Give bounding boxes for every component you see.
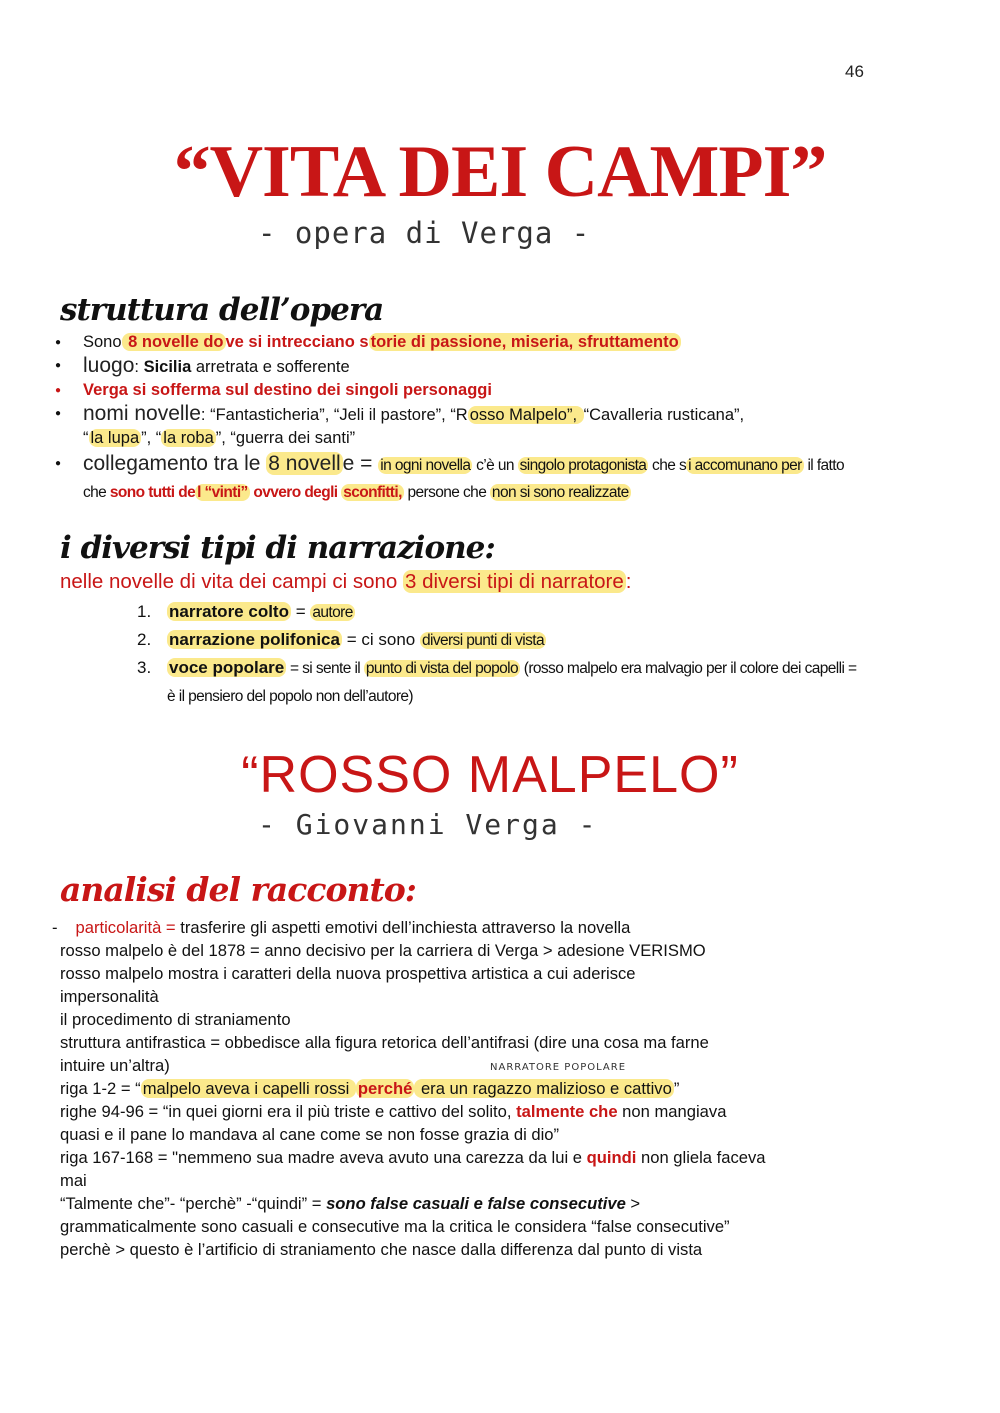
section-title: “ROSSO MALPELO”	[241, 746, 739, 804]
narratore-list	[137, 598, 937, 710]
list-item: ● collegamento tra le 8 novelle = in ogni novella c’è un singolo protagonista che s i accomunano per il fatto che sono tutti de l “vinti” ovvero degli sconfitti, persone che non si sono realizzate	[55, 450, 955, 506]
list-item: ● Sono 8 novelle do ve si intrecciano s torie di passione, miseria, sfruttamento	[55, 331, 955, 354]
text-line: quasi e il pane lo mandava al cane come se non fosse grazia di dio”	[60, 1125, 560, 1144]
text-line: rosso malpelo mostra i caratteri della nuova prospettiva artistica a cui aderisce	[60, 964, 636, 983]
struttura-heading: struttura dell’opera	[60, 292, 384, 328]
list-item: ● nomi novelle: “Fantasticheria”, “Jeli il pastore”, “R osso Malpelo”, “Cavalleria rusticana”, “ la lupa ”, “ la roba ”, “guerra dei santi”	[55, 402, 955, 450]
text-line: “Talmente che”- “perchè” -“quindi” = sono false casuali e false consecutive >	[60, 1194, 641, 1213]
text-line: riga 167-168 = "nemmeno sua madre aveva avuto una carezza da lui e quindi non gliela faceva	[60, 1148, 766, 1167]
text-line: riga 1-2 = “ malpelo aveva i capelli rossi perché era un ragazzo malizioso e cattivo ”	[60, 1079, 680, 1098]
handwritten-note: NARRATORE POPOLARE	[490, 1062, 627, 1073]
text-line: il procedimento di straniamento	[60, 1010, 291, 1029]
text-line: righe 94-96 = “in quei giorni era il più triste e cattivo del solito, talmente che non mangiava	[60, 1102, 727, 1121]
struttura-list	[55, 331, 955, 506]
text-line: struttura antifrastica = obbedisce alla figura retorica dell’antifrasi (dire una cosa ma farne	[60, 1033, 709, 1052]
list-item: 1. narratore colto = autore	[137, 602, 353, 621]
text-line: grammaticalmente sono casuali e consecutive ma la critica le considera “false consecutive”	[60, 1217, 730, 1236]
narrazione-heading: i diversi tipi di narrazione:	[60, 530, 495, 566]
list-item: 3. voce popolare = si sente il punto di vista del popolo (rosso malpelo era malvagio per il colore dei capelli = è il pensiero del popolo non dell’autore)	[137, 658, 857, 705]
text-line: - particolarità = trasferire gli aspetti emotivi dell’inchiesta attraverso la novella	[52, 918, 631, 937]
text-line: impersonalità	[60, 987, 159, 1006]
page-number: 46	[845, 62, 864, 81]
text-line: rosso malpelo è del 1878 = anno decisivo per la carriera di Verga > adesione VERISMO	[60, 941, 706, 960]
text-line: intuire un’altra)	[60, 1056, 170, 1075]
main-title: “VITA DEI CAMPI”	[173, 131, 827, 213]
section-subtitle: - Giovanni Verga -	[258, 808, 598, 841]
analisi-body	[52, 916, 960, 1261]
text-line: mai	[60, 1171, 87, 1190]
list-item: ● luogo: Sicilia arretrata e sofferente	[55, 354, 955, 379]
text-line: perchè > questo è l’artificio di straniamento che nasce dalla differenza dal punto di vista	[60, 1240, 703, 1259]
list-item: ● Verga si sofferma sul destino dei singoli personaggi	[55, 379, 955, 402]
subtitle: - opera di Verga -	[258, 216, 591, 250]
analisi-heading: analisi del racconto:	[60, 870, 416, 909]
list-item: 2. narrazione polifonica = ci sono diversi punti di vista	[137, 630, 545, 649]
narrazione-intro: nelle novelle di vita dei campi ci sono 3 diversi tipi di narratore:	[60, 570, 632, 593]
